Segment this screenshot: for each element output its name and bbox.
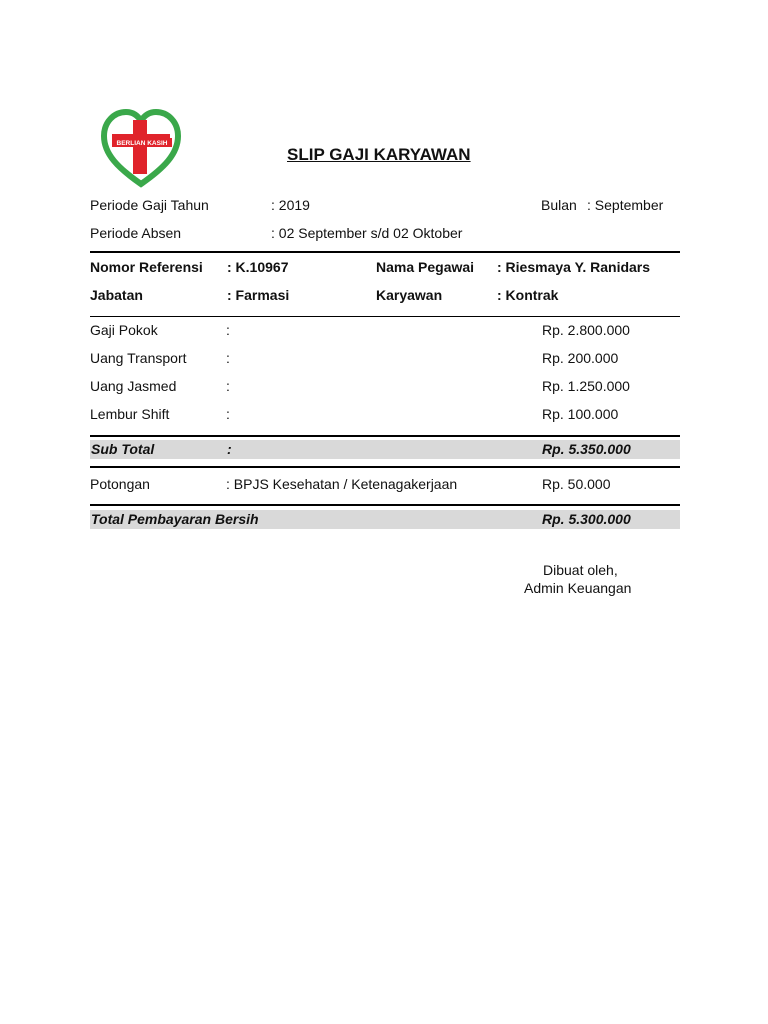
- logo-text: BERLIAN KASIH: [116, 140, 168, 147]
- earning-colon: :: [226, 406, 230, 422]
- earning-label: Uang Jasmed: [90, 378, 177, 394]
- subtotal-label: Sub Total: [91, 441, 155, 457]
- earning-label: Gaji Pokok: [90, 322, 158, 338]
- month-label: Bulan: [541, 197, 577, 213]
- earning-amount: Rp. 2.800.000: [542, 322, 630, 338]
- absen-value: : 02 September s/d 02 Oktober: [271, 225, 463, 241]
- signature-line1: Dibuat oleh,: [543, 562, 618, 578]
- status-value: : Kontrak: [497, 287, 559, 303]
- berlian-kasih-logo: [100, 108, 182, 188]
- subtotal-amount: Rp. 5.350.000: [542, 441, 631, 457]
- divider-employee: [90, 316, 680, 317]
- employee-name-value: : Riesmaya Y. Ranidars: [497, 259, 651, 275]
- divider-total-top: [90, 504, 680, 506]
- position-value: : Farmasi: [227, 287, 290, 303]
- deduction-detail: : BPJS Kesehatan / Ketenagakerjaan: [226, 476, 458, 492]
- deduction-amount: Rp. 50.000: [542, 476, 611, 492]
- earning-amount: Rp. 100.000: [542, 406, 619, 422]
- month-value: : September: [587, 197, 664, 213]
- deduction-label: Potongan: [90, 476, 150, 492]
- ref-label: Nomor Referensi: [90, 259, 203, 275]
- total-amount: Rp. 5.300.000: [542, 511, 631, 527]
- absen-label: Periode Absen: [90, 225, 182, 241]
- period-year-value: : 2019: [271, 197, 310, 213]
- earning-label: Uang Transport: [90, 350, 187, 366]
- status-label: Karyawan: [376, 287, 443, 303]
- period-year-label: Periode Gaji Tahun: [90, 197, 209, 213]
- page-title: SLIP GAJI KARYAWAN: [287, 145, 471, 164]
- earning-colon: :: [226, 322, 230, 338]
- earning-label: Lembur Shift: [90, 406, 170, 422]
- earning-amount: Rp. 1.250.000: [542, 378, 630, 394]
- divider-subtotal-bottom: [90, 466, 680, 468]
- divider-subtotal-top: [90, 435, 680, 437]
- signature-line2: Admin Keuangan: [524, 580, 632, 596]
- earning-amount: Rp. 200.000: [542, 350, 619, 366]
- position-label: Jabatan: [90, 287, 143, 303]
- earning-colon: :: [226, 350, 230, 366]
- subtotal-colon: :: [227, 441, 232, 457]
- employee-name-label: Nama Pegawai: [376, 259, 475, 275]
- earning-colon: :: [226, 378, 230, 394]
- divider-top: [90, 251, 680, 253]
- total-label: Total Pembayaran Bersih: [91, 511, 259, 527]
- ref-value: : K.10967: [227, 259, 289, 275]
